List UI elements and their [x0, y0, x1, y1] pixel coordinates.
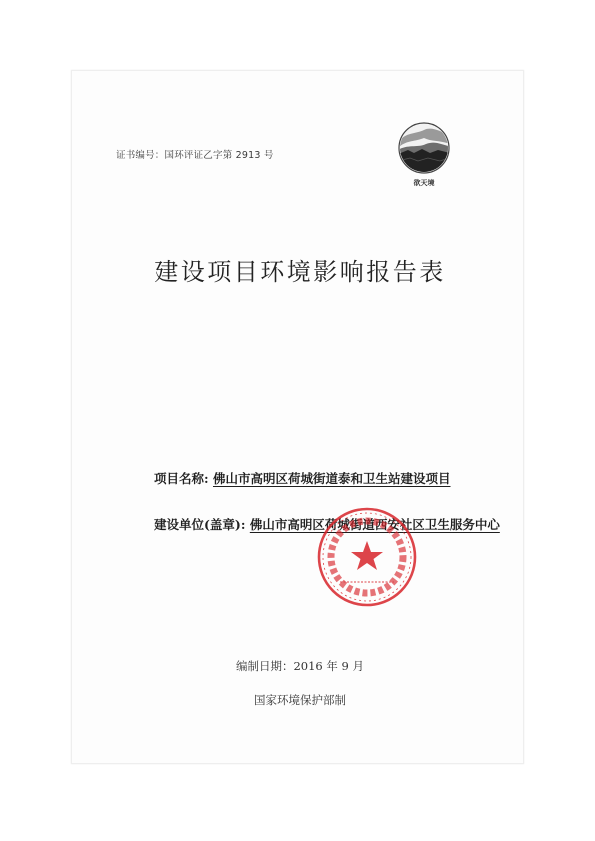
company-logo	[396, 120, 452, 192]
construction-unit-value: 佛山市高明区荷城街道西安社区卫生服务中心	[249, 517, 500, 532]
official-seal-stamp	[316, 506, 418, 608]
document-title: 建设项目环境影响报告表	[154, 258, 446, 286]
compile-date: 编制日期：2016 年 9 月	[235, 659, 365, 673]
logo-text: 欲天境	[413, 178, 435, 187]
logo-emblem-icon	[396, 120, 452, 178]
seal-icon	[316, 506, 418, 608]
project-name-label: 项目名称:	[154, 471, 209, 486]
project-name-row	[154, 469, 451, 487]
project-name-value: 佛山市高明区荷城街道泰和卫生站建设项目	[212, 471, 451, 486]
issuing-organization: 国家环境保护部制	[254, 693, 346, 707]
construction-unit-label: 建设单位(盖章):	[154, 517, 246, 532]
certificate-number: 证书编号：国环评证乙字第 2913 号	[116, 150, 274, 161]
